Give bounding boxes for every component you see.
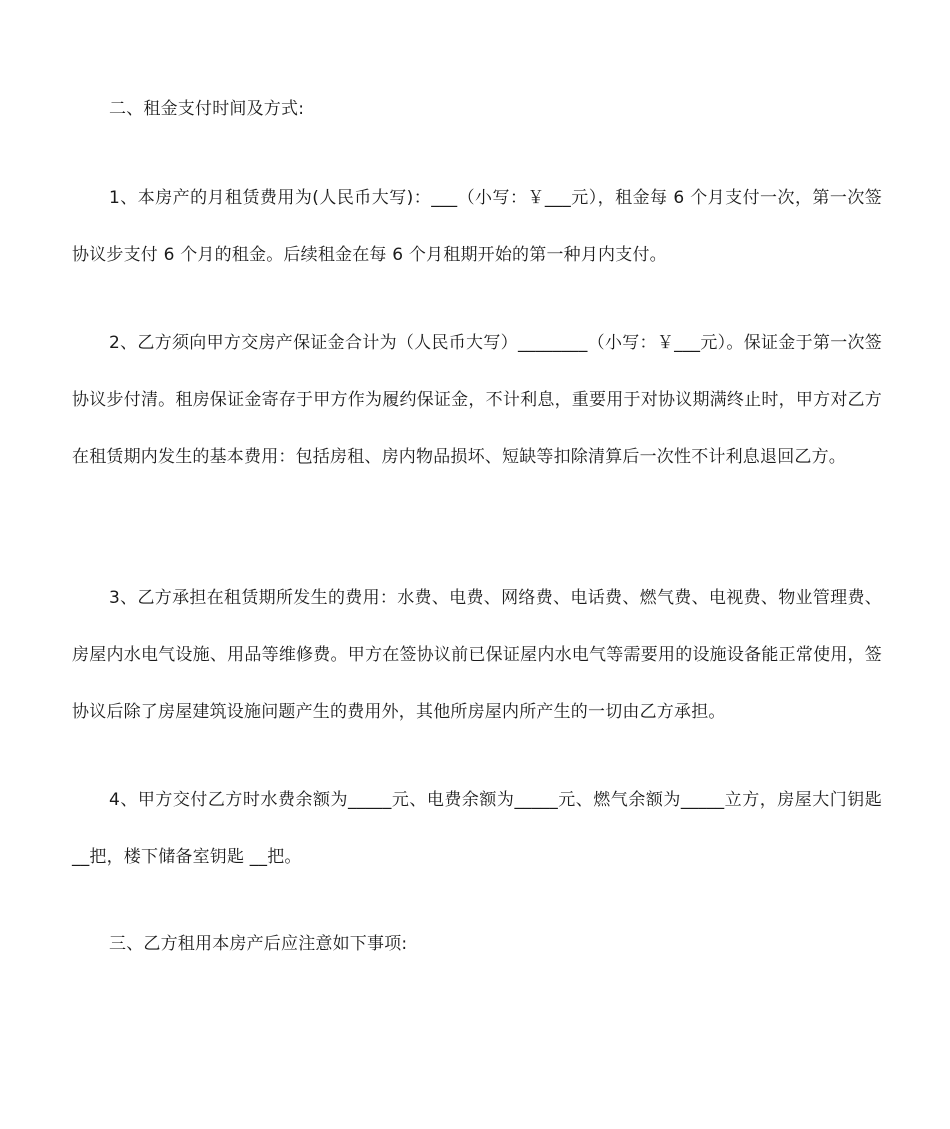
section-2-heading: 二、租金支付时间及方式: <box>109 99 305 119</box>
paragraph-item-4: 4、甲方交付乙方时水费余额为_____元、电费余额为_____元、燃气余额为_____立方，房屋大门钥匙__把，楼下储备室钥匙 __把。 <box>72 790 882 867</box>
paragraph-item-2: 2、乙方须向甲方交房产保证金合计为（人民币大写）________（小写：￥___元）。保证金于第一次签协议步付清。租房保证金寄存于甲方作为履约保证金，不计利息，重要用于对协议期满终止时，甲方对乙方在租赁期内发生的基本费用：包括房租、房内物品损坏、短缺等扣除清算后一次性不计利息退回乙方。 <box>72 333 882 467</box>
section-3-heading: 三、乙方租用本房产后应注意如下事项: <box>109 934 408 954</box>
paragraph-item-3: 3、乙方承担在租赁期所发生的费用：水费、电费、网络费、电话费、燃气费、电视费、物业管理费、房屋内水电气设施、用品等维修费。甲方在签协议前已保证屋内水电气等需要用的设施设备能正常使用，签协议后除了房屋建筑设施问题产生的费用外，其他所房屋内所产生的一切由乙方承担。 <box>72 588 882 722</box>
paragraph-item-1: 1、本房产的月租赁费用为(人民币大写)：___（小写：￥___元），租金每 6 个月支付一次，第一次签协议步支付 6 个月的租金。后续租金在每 6 个月租期开始的第一种月内支付。 <box>72 188 882 265</box>
